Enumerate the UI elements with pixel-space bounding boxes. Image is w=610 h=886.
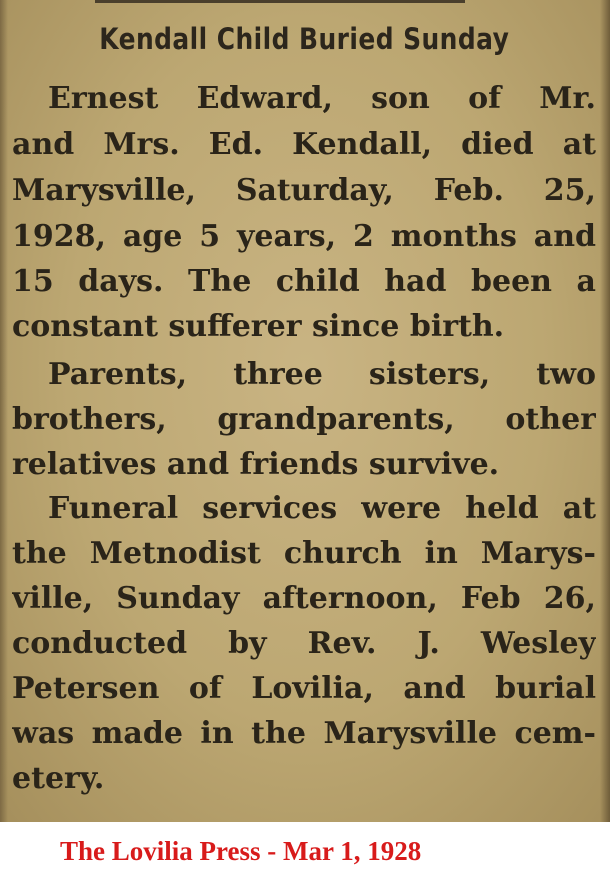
text-line: was made in the Marysville cem- (12, 716, 596, 751)
text-line: Funeral services were held at (48, 491, 596, 526)
text-line: relatives and friends survive. (12, 447, 500, 482)
text-line: Ernest Edward, son of Mr. (48, 81, 596, 116)
text-line: 1928, age 5 years, 2 months and (12, 219, 596, 254)
text-line: the Metnodist church in Marys- (12, 536, 596, 571)
source-caption: The Lovilia Press - Mar 1, 1928 (60, 836, 422, 866)
text-line: Marysville, Saturday, Feb. 25, (12, 173, 596, 208)
text-line: Petersen of Lovilia, and burial (12, 671, 596, 706)
top-rule (95, 0, 465, 3)
text-line: Parents, three sisters, two (48, 357, 596, 392)
text-line: 15 days. The child had been a (12, 264, 596, 299)
text-line: constant sufferer since birth. (12, 309, 505, 344)
text-line: etery. (12, 761, 105, 796)
text-line: brothers, grandparents, other (12, 402, 596, 437)
text-line: conducted by Rev. J. Wesley (12, 626, 596, 661)
text-line: ville, Sunday afternoon, Feb 26, (12, 581, 596, 616)
clipping-left-edge (0, 0, 8, 822)
text-line: and Mrs. Ed. Kendall, died at (12, 127, 596, 162)
clipping-right-edge (600, 0, 610, 822)
article-headline: Kendall Child Buried Sunday (99, 22, 510, 56)
